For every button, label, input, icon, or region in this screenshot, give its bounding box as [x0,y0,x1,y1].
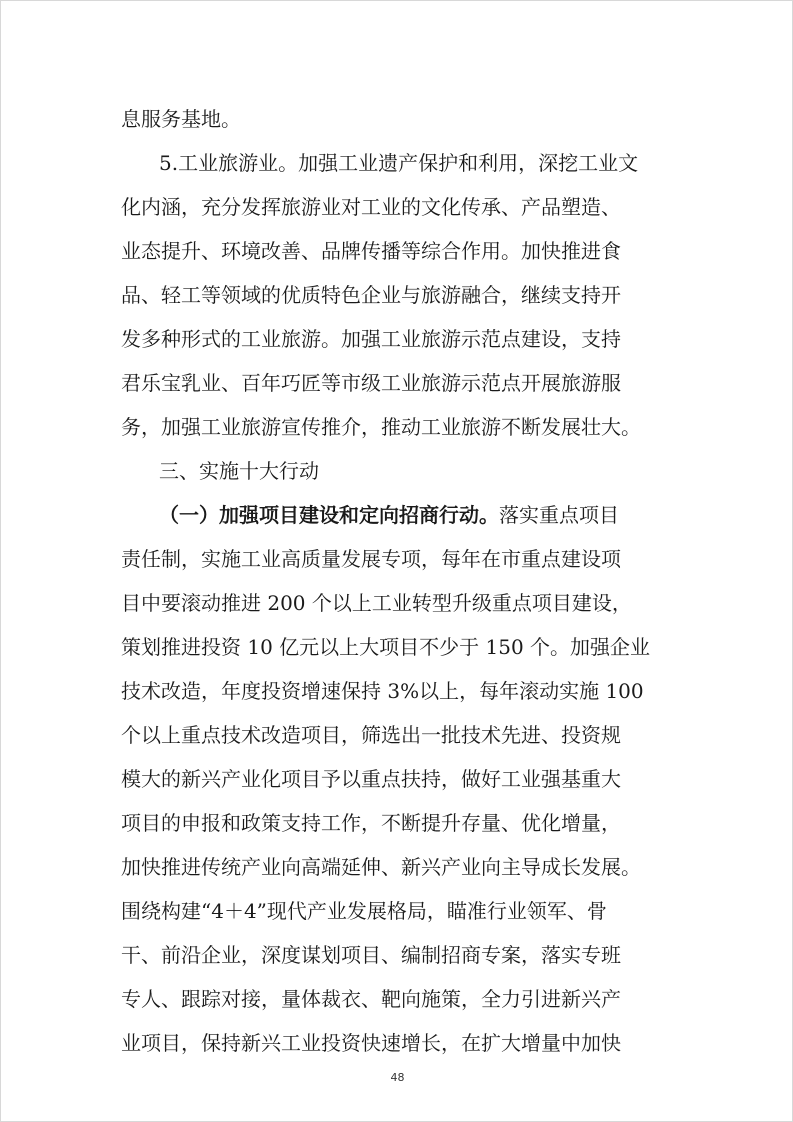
body-line: 技术改造，年度投资增速保持 3%以上，每年滚动实施 100 [121,679,644,703]
body-line: 项目的申报和政策支持工作，不断提升存量、优化增量， [121,811,621,835]
body-line: 专人、跟踪对接，量体裁衣、靶向施策，全力引进新兴产 [121,987,621,1011]
body-line: 策划推进投资 10 亿元以上大项目不少于 150 个。加强企业 [121,635,651,659]
body-line: 干、前沿企业，深度谋划项目、编制招商专案，落实专班 [121,943,621,967]
page-number: 48 [390,1071,405,1084]
body-line: 目中要滚动推进 200 个以上工业转型升级重点项目建设， [121,591,632,615]
body-line: 模大的新兴产业化项目予以重点扶持，做好工业强基重大 [121,767,621,791]
body-line: 加快推进传统产业向高端延伸、新兴产业向主导成长发展。 [121,855,641,879]
body-line: 责任制，实施工业高质量发展专项，每年在市重点建设项 [121,547,621,571]
action-heading-line: （一）加强项目建设和定向招商行动。落实重点项目 [159,503,619,527]
body-line: 发多种形式的工业旅游。加强工业旅游示范点建设，支持 [121,327,621,351]
action-title: （一）加强项目建设和定向招商行动。 [159,503,499,527]
body-line: 品、轻工等领域的优质特色企业与旅游融合，继续支持开 [121,283,621,307]
body-line: 业态提升、环境改善、品牌传播等综合作用。加快推进食 [121,239,621,263]
body-line: 化内涵，充分发挥旅游业对工业的文化传承、产品塑造、 [121,195,621,219]
body-line: 息服务基地。 [121,107,241,131]
body-line: 个以上重点技术改造项目，筛选出一批技术先进、投资规 [121,723,621,747]
body-line: 业项目，保持新兴工业投资快速增长，在扩大增量中加快 [121,1031,621,1055]
subsection-heading-line: 5.工业旅游业。加强工业遗产保护和利用，深挖工业文 [159,151,639,175]
body-line: 君乐宝乳业、百年巧匠等市级工业旅游示范点开展旅游服 [121,371,621,395]
body-line: 围绕构建“4＋4”现代产业发展格局，瞄准行业领军、骨 [121,899,607,923]
body-line: 务，加强工业旅游宣传推介，推动工业旅游不断发展壮大。 [121,415,641,439]
section-heading: 三、实施十大行动 [159,459,319,483]
